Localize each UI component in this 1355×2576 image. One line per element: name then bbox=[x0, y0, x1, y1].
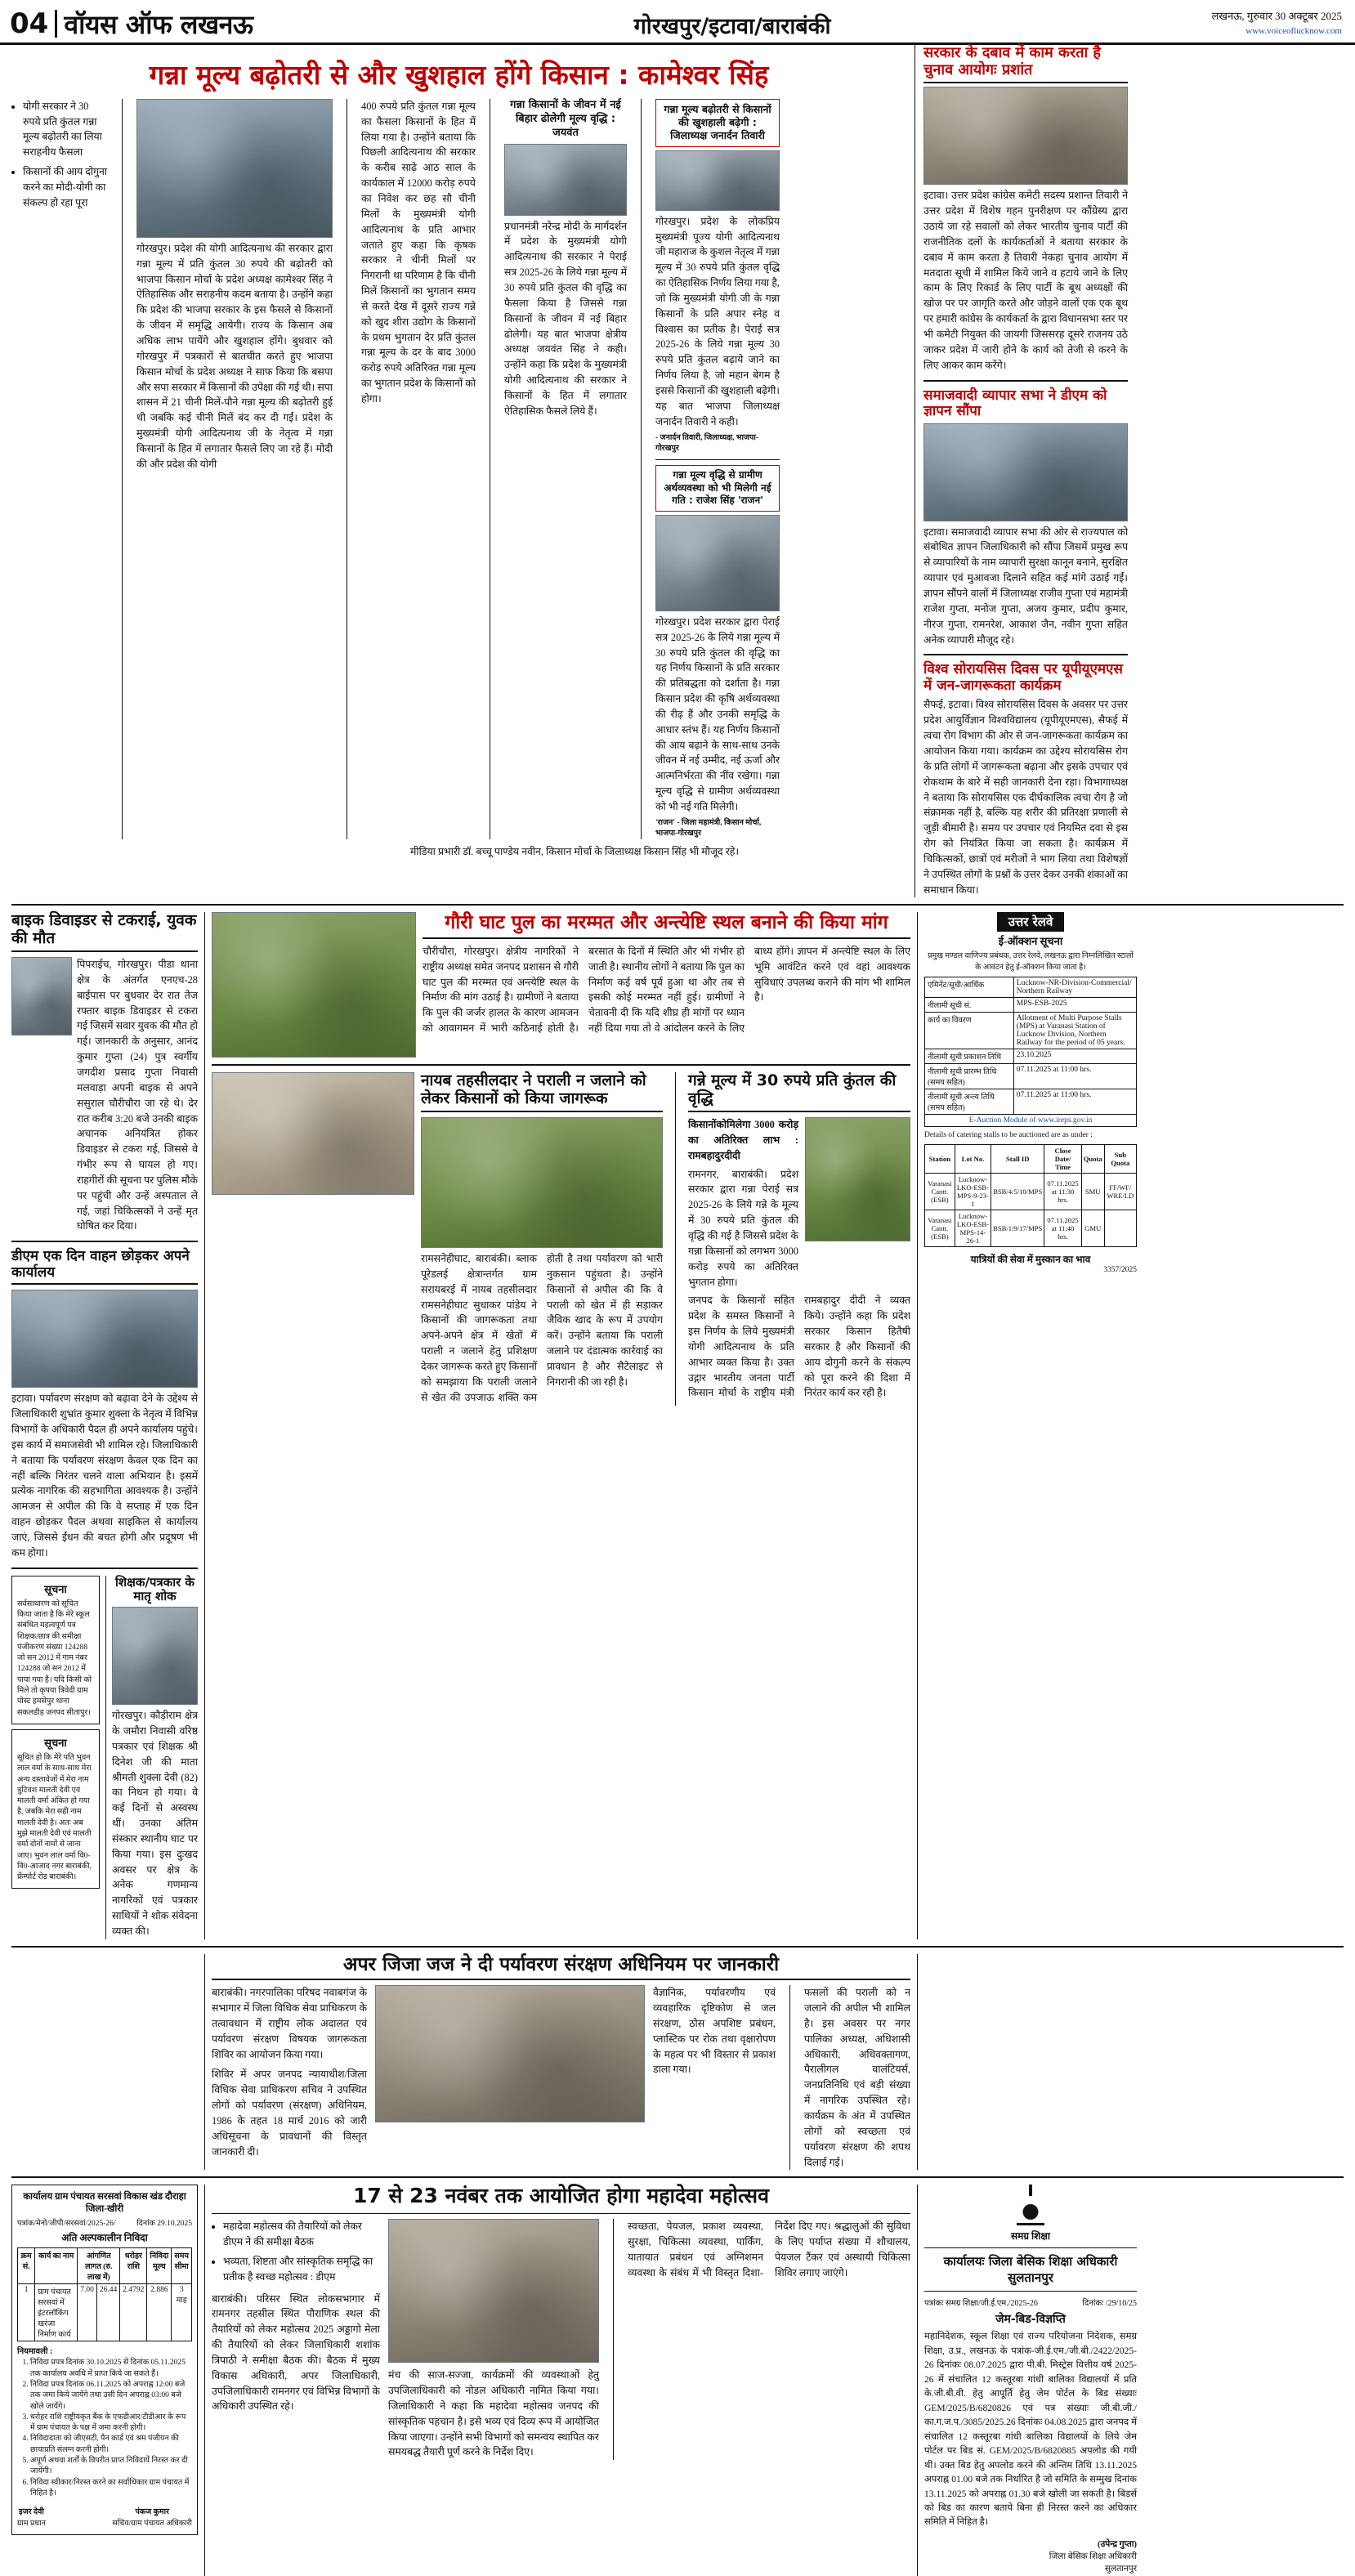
lead-col5-kicker-box bbox=[655, 99, 780, 147]
adj-judge-spacer bbox=[11, 1954, 198, 2171]
col-sub-quota: Sub Quota bbox=[1104, 1145, 1136, 1174]
table-row bbox=[925, 998, 1137, 1013]
tender-notes-title: नियमावली : bbox=[17, 2347, 53, 2357]
gauri-photo-wrap bbox=[212, 912, 416, 1058]
list-item: • योगी सरकार ने 30 रुपये प्रति कुंतल गन्ना मूल्य बढ़ोतरी का लिया सराहनीय फैसला bbox=[23, 99, 108, 159]
parali-headline: नायब तहसीलदार ने पराली न जलाने को लेकर किसानों को किया जागरूक bbox=[421, 1072, 663, 1112]
right-top-text: इटावा। उत्तर प्रदेश कांग्रेस कमेटी सदस्य प्रशान्त तिवारी ने उत्तर प्रदेश में विशेष गहन पुनरीक्षण पर कौंग्रेस्य द्वारा उठाये जा रहे सवालों को लेकर भारतीय चुनाव पार्टी की राजनीतिक दलों के कार्यकर्ताओं ने बताया सरकार के दबाव में काम करता है तिवारी नेकहा चुनाव आयोग में मतदाता सूची में शामिल किये जाने व हटाये जाने के लिए काम के लिए रिकार्ड के लिए पार्टी के बूथ अध्यक्षों की खोज पर पर जागृति करते और जोड़ने वालों एक एक बूथ पर हमारी कांग्रेस के कार्यकर्ता के द्वारा विधानसभा स्तर पर भी कमेटी नियुक्त की जायगी जिससरह दूसरे राजनय उठे जाकर प्रदेश में जारी होने के कार्य को तेजी से करने के लिए आकर काम करेंगे। bbox=[923, 190, 1128, 371]
railway-detail-title: Details of catering stalls to be auctioned are as under : bbox=[924, 1131, 1093, 1139]
cell-cost-a: 7.00 bbox=[78, 2284, 97, 2341]
lead-photo-rajesh-singh-rajan bbox=[655, 515, 780, 611]
adj-judge-headline: अपर जिजा जज ने दी पर्यावरण संरक्षण अधिनियम पर जानकारी bbox=[212, 1954, 910, 1980]
mahadeva-bullets bbox=[212, 2219, 380, 2460]
story-psoriasis-day bbox=[923, 662, 1128, 897]
lead-col4-text: प्रधानमंत्री नरेन्द्र मोदी के मार्गदर्शन में प्रदेश के मुख्यमंत्री योगी आदित्यनाथ की सरकार ने पेराई सत्र 2025-26 के लिये गन्ना मूल्य में 30 रुपये प्रति कुंतल की वृद्धि का फैसला किया है जिससे गन्ना किसानों के जीवन में नई बिहार ढोलेगी। यह बात भाजपा क्षेत्रीय अध्यक्ष जयवंत सिंह ने कही। उन्होंने कहा कि प्रदेश के मुख्यमंत्री योगी आदित्यनाथ की सरकार ने किसानों के हित में लगातार ऐतिहासिक फैसले लिये हैं। bbox=[504, 220, 627, 417]
railway-slogan: यात्रियों की सेवा में मुस्कान का भाव bbox=[970, 1254, 1091, 1266]
lead-portrait-kicker-box bbox=[655, 465, 780, 512]
notice-2-text: सूचित हो कि मेरे पति भुवन लाल वर्मा के साथ-साथ मेरा अन्य दस्तावेजों में मेरा नाम त्रुटिवश मालती देवी एवं मालती वर्मा अंकित हो गया है, जबकि मेरा सही नाम मालती देवी है। अतः अब मुझे मालती देवी एवं मालती वर्मा दोनों नामों से जाना जाए। भुवन लाल वर्मा वि0-वि0-आजाद नगर बाराबंकी, फ्रेंम्पोर्ट रोड बाराबंकी। bbox=[17, 1753, 92, 1882]
lead-col5-kicker: गन्ना मूल्य बढ़ोतरी से किसानों की खुशहाली बढ़ेगी : जिलाध्यक्ष जनार्दन तिवारी bbox=[664, 102, 771, 142]
shiksha-notice bbox=[924, 2185, 1137, 2575]
notice-1-title: सूचना bbox=[44, 1583, 67, 1596]
field-value: Lucknow-NR-Division-Commercial/ Northern Railway bbox=[1013, 977, 1136, 998]
right-top-photo bbox=[923, 87, 1128, 185]
notice-shok-row bbox=[11, 1576, 198, 1939]
adj-judge-photo bbox=[375, 1985, 645, 2122]
table-row bbox=[925, 1210, 1137, 1247]
gauri-text-wrap bbox=[423, 912, 910, 1058]
parali-text: रामसनेहीघाट, बाराबंकी। ब्लाक पूरेडलई क्षेत्रान्तर्गत ग्राम सरायबरई में नायब तहसीलदार रामसनेहीघाट सुधाकर पांडेय ने किसानों की जागरूकता तथा अपने-अपने क्षेत्र में खेतों में पराली न जलाने हेतु प्रशिक्षण देकर जागरूक करते हुए किसानों को समझाया कि पराली जलाने से खेत की उपजाऊ शक्ति कम होती है तथा पर्यावरण को भारी नुकसान पहुंचता है। उन्होंने किसानों से अपील की कि वे पराली को खेत में ही सड़ाकर जैविक खाद के रूप में उपयोग करें। उन्होंने बताया कि पराली जलाने पर दंडात्मक कार्रवाई का प्रावधान है और सैटेलाइट से निगरानी की जा रही है। bbox=[421, 1253, 663, 1403]
cell-subquota: FF/WF/ WRE/LD bbox=[1104, 1174, 1136, 1210]
lead-col3-text: 400 रुपये प्रति कुंतल गन्ना मूल्य का फैसला किसानों के हित में लिया गया है। उन्होंने बताया कि पिछली आदित्यनाथ की सरकार के करीब साढ़े आठ साल के कार्यकाल में 12000 करोड़ रुपये का निवेश कर छह सौ चीनी मिलों के मुख्यमंत्री योगी आदित्यनाथ के प्रति आभार जताते हुए कहा कि कृषक सरकार ने चीनी मिलों पर निगरानी था परिणाम है कि चीनी मिलें किसानों का भुगतान समय से करते देख में दूसरे राज्य गन्ने को खुद शीरा उद्योग के किसानों के प्रथम भुगतान देर प्रति कुंतल गन्ना मूल्य के दर के बाद 3000 करोड़ रुपये अतिरिक्त गन्ना मूल्य का भुगतान प्रदेश के किसानों को होगा। bbox=[361, 100, 476, 405]
adj-judge-section bbox=[0, 1954, 1355, 2171]
parali-left-photo bbox=[212, 1072, 414, 1405]
tender-table bbox=[17, 2247, 192, 2341]
samagra-shiksha-emblem-icon bbox=[1012, 2185, 1049, 2229]
list-item: • महादेवा महोत्सव की तैयारियों को लेकर डीएम ने की समीक्षा बैठक bbox=[223, 2219, 380, 2249]
lead-col-2 bbox=[136, 99, 333, 840]
shiksha-badge: समग्र शिक्षा bbox=[1010, 2230, 1051, 2243]
list-item: • भव्यता, शिष्टता और सांस्कृतिक समृद्धि का प्रतीक है स्वच्छ महोत्सव : डीएम bbox=[223, 2254, 380, 2284]
story-mahadeva bbox=[212, 2185, 910, 2575]
lead-col4-kicker: गन्ना किसानों के जीवन में नई बिहार ढोलेगी मूल्य वृद्धि : जयवंत bbox=[510, 98, 621, 139]
tender-sign-left: इजर देवी ग्राम प्रधान bbox=[17, 2508, 46, 2528]
table-row bbox=[925, 1115, 1137, 1127]
lead-photo-press-conference bbox=[136, 99, 333, 238]
lead-photo-janardan-tiwari bbox=[655, 150, 780, 211]
col-close-date: Close Date/ Time bbox=[1044, 1145, 1081, 1174]
masthead bbox=[0, 0, 1355, 45]
table-row bbox=[925, 1089, 1137, 1115]
notice-2-title: सूचना bbox=[44, 1737, 67, 1750]
website-link[interactable]: www.voiceoflucknow.com bbox=[1245, 25, 1342, 36]
cell-close: 07.11.2025 at 11:40 hrs. bbox=[1044, 1210, 1081, 1247]
parali-ganna-block bbox=[212, 1072, 910, 1405]
right-second-headline: समाजवादी व्यापार सभा ने डीएम को ज्ञापन सौंपा bbox=[923, 387, 1107, 420]
shiksha-date: दिनांकः /29/10/25 bbox=[1082, 2299, 1137, 2309]
adj-text-4: फसलों की पराली को न जलाने की अपील भी शामिल है। इस अवसर पर नगर पालिका अध्यक्ष, अधिशासी अधिकारी, अधिवक्तागण, पैरालीगल वालंटियर्स, जनप्रतिनिधि एवं बड़ी संख्या में नागरिक उपस्थित रहे। कार्यक्रम के अंत में उपस्थित लोगों को स्वच्छता एवं पर्यावरण संरक्षण की शपथ दिलाई गई। bbox=[804, 1987, 910, 2168]
middle-section bbox=[0, 912, 1355, 1939]
shok-text: गोरखपुर। कौड़ीराम क्षेत्र के जमौरा निवासी वरिष्ठ पत्रकार एवं शिक्षक श्री दिनेश जी की माता श्रीमती शुक्ला देवी (82) का निधन हो गया। वे कई दिनों से अस्वस्थ थीं। उनका अंतिम संस्कार स्थानीय घाट पर किया गया। इस दुःखद अवसर पर क्षेत्र के अनेक गणमान्य नागरिकों एवं पत्रकार साथियों ने शोक संवेदना व्यक्त की। bbox=[112, 1710, 198, 1937]
story-vyapar-sabha bbox=[923, 388, 1128, 648]
railway-badge: उत्तर रेलवे bbox=[997, 912, 1065, 932]
right-rail-top bbox=[923, 45, 1128, 897]
gauri-ghat-photo-wall bbox=[212, 1072, 414, 1195]
right-second-text: इटावा। समाजवादी व्यापार सभा की ओर से राज्यपाल को संबोधित ज्ञापन जिलाधिकारी को सौंपा जिसमें प्रमुख रूप से व्यापारियों के नाम व्यापारी सुरक्षा कानून बनाने, सुरक्षित व्यापार एवं मुआवजा दिलाने सहित कई मांगे उठाई गईं। ज्ञापन सौंपने वालों में जिलाध्यक्ष राजीव गुप्ता एवं महामंत्री राजेश गुप्ता, मनोज गुप्ता, अजय कुमार, प्रदीप कुमार, नीरज गुप्ता, रामनरेश, आकाश जैन, नवीन गुप्ता सहित अनेक व्यापारी मौजूद रहे। bbox=[923, 525, 1128, 646]
tender-heading-1: कार्यालय ग्राम पंचायत सरसवां विकास खंड दौराहा जिला-खीरी bbox=[23, 2192, 186, 2215]
tender-heading-4: अति अल्पकालीन निविदा bbox=[61, 2232, 148, 2244]
list-item: 4. निविदादाता को जीएसटी, पैन कार्ड एवं श्रम पंजीयन की छायाप्रति संलग्न करनी होगी। bbox=[30, 2434, 192, 2456]
story-election-commission bbox=[923, 45, 1128, 373]
adj-judge-right-spacer bbox=[924, 1954, 1137, 2171]
lead-col-5 bbox=[655, 99, 780, 840]
railway-footer-code: 3357/2025 bbox=[1103, 1266, 1137, 1275]
adj-text-3: वैज्ञानिक, पर्यावरणीय एवं व्यवहारिक दृष्टिकोण से जल संरक्षण, ठोस अपशिष्ट प्रबंधन, प्लास्टिक पर रोक तथा वृक्षारोपण के महत्व पर भी विस्तार से प्रकाश डाला गया। bbox=[653, 1987, 776, 2076]
col-stall-id: Stall ID bbox=[991, 1145, 1044, 1174]
railway-subtitle: ई-ऑक्शन सूचना bbox=[998, 935, 1063, 948]
col-station: Station bbox=[925, 1145, 955, 1174]
table-row bbox=[925, 1013, 1137, 1049]
table-row bbox=[18, 2284, 192, 2341]
adj-text-2: शिविर में अपर जनपद न्यायाधीश/जिला विधिक सेवा प्राधिकरण सचिव ने उपस्थित लोगों को पर्यावरण (संरक्षण) अधिनियम, 1986 के तहत 18 मार्च 2016 को जारी अधिसूचना के प्रावधानों की विस्तृत जानकारी दी। bbox=[212, 2068, 367, 2158]
paper-name: वॉयस ऑफ लखनऊ bbox=[64, 9, 253, 40]
tender-ref: पत्रांक/मेनो/जीपी/सरसवां/2025-26/ bbox=[17, 2220, 116, 2229]
list-item: 3. धरोहर राशि राष्ट्रीयकृत बैंक के एफडीआर/टीडीआर के रूप में ग्राम पंचायत के पक्ष में जमा करनी होगी। bbox=[30, 2413, 192, 2435]
dm-text: इटावा। पर्यावरण संरक्षण को बढ़ावा देने के उद्देश्य से जिलाधिकारी शुभ्रांत कुमार शुक्ला के नेतृत्व में विभिन्न विभागों के अधिकारी पैदल ही अपने कार्यालय पहुंचे। इस कार्य में समाजसेवी भी शामिल रहे। जिलाधिकारी ने बताया कि पर्यावरण संरक्षण केवल एक दिन का नहीं बल्कि निरंतर चलने वाला अभियान है। इसमें प्रत्येक नागरिक की सहभागिता आवश्यक है। उन्होंने आमजन से अपील की कि वे सप्ताह में एक दिन वाहन छोड़कर पैदल अथवा साइकिल से कार्यालय जाएं, जिससे ईंधन की बचत होगी और प्रदूषण भी कम होगा। bbox=[11, 1393, 198, 1559]
table-row bbox=[925, 1049, 1137, 1064]
mahadeva-photo-wrap bbox=[388, 2219, 599, 2460]
col-earnest: धरोहर राशि bbox=[120, 2248, 147, 2284]
edition-line: लखनऊ, गुरुवार 30 अक्टूबर 2025 bbox=[1211, 10, 1342, 22]
field-value: 23.10.2025 bbox=[1013, 1049, 1136, 1064]
lead-story bbox=[11, 45, 906, 897]
col-lot-no: Lot No. bbox=[955, 1145, 991, 1174]
dm-headline: डीएम एक दिन वाहन छोड़कर अपने कार्यालय bbox=[11, 1249, 198, 1285]
table-row bbox=[925, 1064, 1137, 1089]
parali-photo bbox=[421, 1117, 663, 1248]
field-label: नीलामी सूची प्रारम्भ तिथि (समय सहित) bbox=[925, 1064, 1014, 1089]
shok-photo bbox=[112, 1607, 198, 1705]
cell-subquota bbox=[1104, 1210, 1136, 1247]
story-adj-judge bbox=[212, 1954, 910, 2171]
right-third-text: सैफई, इटावा। विश्व सोरायसिस दिवस के अवसर पर उत्तर प्रदेश आयुर्विज्ञान विश्वविद्यालय (यूपीयूएमएस), सैफई में त्वचा रोग विभाग की ओर से जन-जागरूकता कार्यक्रम का आयोजन किया गया। कार्यक्रम का उद्देश्य सोरायसिस रोग के प्रति लोगों में जागरूकता बढ़ाना और इसके उपचार एवं रोकथाम के बारे में सही जानकारी देना रहा। विभागाध्यक्ष ने बताया कि सोरायसिस एक दीर्घकालिक त्वचा रोग है जो संक्रामक नहीं है, बल्कि यह शरीर की प्रतिरक्षा प्रणाली से जुड़ी बीमारी है। समय पर उपचार एवं नियमित दवा से इस रोग को नियंत्रित किया जा सकता है। कार्यक्रम में चिकित्सकों, छात्रों एवं मरीजों ने भाग लिया तथा विशेषज्ञों ने उपस्थित लोगों के प्रश्नों के उत्तर देकर उनकी शंकाओं का समाधान किया। bbox=[923, 699, 1128, 896]
ganna30-text2: रामनगर, बाराबंकी। प्रदेश सरकार द्वारा गन्ना पेराई सत्र 2025-26 के लिये गन्ने के मूल्य में 30 रुपये प्रति कुंतल की वृद्धि की गई है जिससे प्रदेश के गन्ना किसानों को लगभग 3000 करोड़ रुपये का अतिरिक्त भुगतान होगा। bbox=[688, 1168, 798, 1288]
table-header-row bbox=[18, 2248, 192, 2284]
cell-earnest: 2.4792 bbox=[120, 2284, 147, 2341]
bike-headline: बाइक डिवाइडर से टकराई, युवक की मौत bbox=[11, 912, 198, 952]
lead-bullets bbox=[11, 99, 108, 840]
field-label: नीलामी सूची सं. bbox=[925, 998, 1014, 1013]
story-ganna-30 bbox=[688, 1072, 910, 1405]
ganna30-kicker: किसानोंकोमिलेगा 3000 करोड़ का अतिरिक्त लाभ : रामबहादुरदीदी bbox=[688, 1119, 798, 1161]
field-label: कार्य का विवरण bbox=[925, 1013, 1014, 1049]
lead-col5-text: गोरखपुर। प्रदेश के लोकप्रिय मुख्यमंत्री पूज्य योगी आदित्यनाथ जी महाराज के कुशल नेतृत्व में गन्ना मूल्य में 30 रुपये प्रति कुंतल वृद्धि का ऐतिहासिक निर्णय लिया गया है, जो कि मुख्यमंत्री योगी जी के गन्ना किसानों के प्रति अपार स्नेह व विश्वास का प्रतीक है। पेराई सत्र 2025-26 के लिये गन्ना मूल्य 30 रुपये प्रति कुंतल बढ़ाये जाने का निर्णय लिया है, जो महान बेगम है इससे किसानों की खुशहाली बढ़ेगी। यह बात भाजपा जिलाध्यक्ष जनार्दन तिवारी ने कही। bbox=[655, 215, 780, 427]
right-top-headline: सरकार के दबाव में काम करता है चुनाव आयोगः प्रशांत bbox=[923, 45, 1128, 83]
mahadeva-text-2: मंच की साज-सज्जा, कार्यक्रमों की व्यवस्थाओं हेतु उपजिलाधिकारी को नोडल अधिकारी नामित किया गया। जिलाधिकारी ने कहा कि महादेवा महोत्सव जनपद की सांस्कृतिक पहचान है। इसे भव्य एवं दिव्य रूप में आयोजित किया जाएगा। उन्होंने सभी विभागों को समन्वय स्थापित कर समयबद्ध तैयारी पूर्ण करने के निर्देश दिए। bbox=[388, 2369, 599, 2458]
lead-media-credit: मीडिया प्रभारी डॉ. बच्चू पाण्डेय नवीन, किसान मोर्चा के जिलाध्यक्ष किसान सिंह भी मौजूद रहे। bbox=[410, 846, 740, 858]
field-value: 07.11.2025 at 11:00 hrs. bbox=[1013, 1089, 1136, 1115]
lead-columns bbox=[11, 99, 906, 840]
ganna30-text3: जनपद के किसानों सहित प्रदेश के समस्त किसानों ने इस निर्णय के लिये मुख्यमंत्री योगी आदित्यनाथ के प्रति आभार व्यक्त किया है। उक्त उद्गार भारतीय जनता पार्टी किसान मोर्चा के राष्ट्रीय मंत्री रामबहादुर दीदी ने व्यक्त किये। उन्होंने कहा कि प्रदेश सरकार किसान हितैषी सरकार है और किसानों की आय दोगुनी करने के संकल्प को पूरा करने की दिशा में निरंतर कार्य कर रही है। bbox=[688, 1295, 910, 1399]
tender-notes bbox=[17, 2358, 192, 2499]
top-section bbox=[0, 45, 1355, 897]
adj-judge-photo-wrap bbox=[375, 1985, 645, 2170]
shok-headline: शिक्षक/पत्रकार के मातृ शोक bbox=[115, 1574, 195, 1603]
cell-stall: BSB/4/5/10/MPS bbox=[991, 1174, 1044, 1210]
cell-stall: BSB/1/9/17/MPS bbox=[991, 1210, 1044, 1247]
right-second-photo bbox=[923, 423, 1128, 521]
cell-close: 07.11.2025 at 11:30 hrs. bbox=[1044, 1174, 1081, 1210]
cell-station: Varanasi Cantt. (ESB) bbox=[925, 1210, 955, 1247]
lead-col5-credit: - जनार्दन तिवारी, जिलाध्यक्ष, भाजपा-गोरखपुर bbox=[655, 433, 758, 453]
mahadeva-text-3: स्वच्छता, पेयजल, प्रकाश व्यवस्था, सुरक्षा, चिकित्सा व्यवस्था, पार्किंग, यातायात प्रबंधन एवं अग्निशमन व्यवस्था के संबंध में भी विस्तृत दिशा-निर्देश दिए गए। श्रद्धालुओं की सुविधा के लिए पर्याप्त संख्या में शौचालय, पेयजल टैंकर एवं अस्थायी चिकित्सा शिविर लगाए जाएंगे। bbox=[628, 2220, 910, 2279]
eauction-link[interactable]: E-Auction Module of www.ireps.gov.in bbox=[925, 1115, 1137, 1127]
lead-portrait-caption: 'राजन' - जिला महामंत्री, किसान मोर्चा, भाजपा-गोरखपुर bbox=[655, 818, 762, 839]
table-row bbox=[925, 977, 1137, 998]
cell-quota: GMU bbox=[1081, 1210, 1104, 1247]
lead-col-3 bbox=[361, 99, 476, 840]
mahadeva-text-3-wrap bbox=[628, 2219, 910, 2460]
adj-text-1: बाराबंकी। नगरपालिका परिषद नवाबगंज के सभागार में जिला विधिक सेवा प्राधिकरण के तत्वावधान में राष्ट्रीय लोक अदालत एवं पर्यावरण संरक्षण विषयक जागरूकता शिविर का आयोजन किया गया। bbox=[212, 1987, 367, 2060]
shiksha-office: कार्यालयः जिला बेसिक शिक्षा अधिकारी सुलतानपुर bbox=[943, 2254, 1118, 2286]
ganna30-photo-wrap bbox=[805, 1117, 910, 1290]
list-item: 1. निविदा प्रपत्र दिनांक 30.10.2025 से दिनांक 05.11.2025 तक कार्यालय अवधि में प्राप्त किये जा सकते हैं। bbox=[30, 2358, 192, 2380]
col-cost: आंगणित लागत (रु. लाख में) bbox=[78, 2248, 120, 2284]
right-third-headline: विश्व सोरायसिस दिवस पर यूपीयूएमएस में जन-जागरूकता कार्यक्रम bbox=[923, 661, 1123, 694]
lead-col2-text: गोरखपुर। प्रदेश की योगी आदित्यनाथ की सरकार द्वारा गन्ना मूल्य में प्रति कुंतल 30 रुपये की बढ़ोतरी को भाजपा किसान मोर्चा के प्रदेश अध्यक्ष कामेश्वर सिंह ने ऐतिहासिक और सराहनीय कदम बताया है। उन्होंने कहा कि प्रदेश की भाजपा सरकार के इस फैसले से किसानों के जीवन में समृद्धि आयेगी। राज्य के किसान अब अधिक लाभ पायेंगे और खुशहाल होंगे। बुधवार को गोरखपुर में पत्रकारों से बातचीत करते हुए भाजपा किसान मोर्चा के प्रदेश अध्यक्ष ने साफ किया कि बसपा और सपा सरकार में किसानों की उपेक्षा की गई थी। सपा शासन में 21 चीनी मिलें-पौने गन्ना मूल्य की बढ़ोतरी हुई थी जबकि कई चीनी मिलें बंद कर दी गईं। प्रदेश के मुख्यमंत्री योगी आदित्यनाथ जी के नेतृत्व में गन्ना किसानों के हित में लगातार फैसले लिए जा रहे हैं। मोदी की और प्रदेश की योगी bbox=[136, 242, 333, 470]
lead-col-4 bbox=[504, 99, 627, 840]
mahadeva-headline: 17 से 23 नवंबर तक आयोजित होगा महादेवा महोत्सव bbox=[353, 2184, 769, 2208]
tender-date: दिनांक 29.10.2025 bbox=[136, 2220, 192, 2229]
cell-lot: Lucknow-LKO-ESB-MPS-14-26-1 bbox=[955, 1210, 991, 1247]
field-label: एमिनेंट/सूची/आर्थिक bbox=[925, 977, 1014, 998]
ganna30-headline: गन्ने मूल्य में 30 रुपये प्रति कुंतल की वृद्धि bbox=[688, 1072, 910, 1112]
adj-text-4-wrap bbox=[804, 1985, 910, 2170]
story-shikshak-shok bbox=[112, 1576, 198, 1939]
gauri-ghat-block bbox=[212, 912, 910, 1058]
col-work-name: कार्य का नाम bbox=[35, 2248, 78, 2284]
dm-photo bbox=[11, 1290, 198, 1388]
tender-notice bbox=[11, 2185, 198, 2575]
cell-sn: 1 bbox=[18, 2284, 35, 2341]
cell-quota: SMU bbox=[1081, 1174, 1104, 1210]
shiksha-ref: पत्रांकः समग्र शिक्षा/जी.ई.एम./2025-26 bbox=[924, 2299, 1038, 2309]
masthead-right bbox=[1212, 8, 1342, 38]
page-number: 04 bbox=[10, 10, 57, 38]
notice-2 bbox=[11, 1729, 100, 1890]
railway-auction-table bbox=[924, 1144, 1137, 1247]
field-value: MPS-ESB-2025 bbox=[1013, 998, 1136, 1013]
cell-station: Varanasi Cantt. (ESB) bbox=[925, 1174, 955, 1210]
ganna30-photo bbox=[805, 1117, 910, 1241]
bike-victim-photo bbox=[11, 957, 72, 1035]
col-tender-price: निविदा मूल्य bbox=[147, 2248, 172, 2284]
middle-col-2 bbox=[212, 912, 910, 1939]
list-item: 5. अपूर्ण अथवा शर्तों के विपरीत प्राप्त निविदायें निरस्त कर दी जायेंगी। bbox=[30, 2456, 192, 2478]
table-header-row bbox=[925, 1145, 1137, 1174]
mahadeva-meeting-photo bbox=[388, 2219, 599, 2363]
shiksha-logo-wrap bbox=[924, 2185, 1137, 2243]
adj-judge-text-left bbox=[212, 1985, 367, 2170]
lead-portrait-text: गोरखपुर। प्रदेश सरकार द्वारा पेराई सत्र 2025-26 के लिये गन्ना मूल्य में 30 रुपये प्रति कुंतल की वृद्धि का यह निर्णय किसानों के प्रति सरकार की प्रतिबद्धता को दर्शाता है। गन्ना किसान प्रदेश की कृषि अर्थव्यवस्था की रीढ़ हैं और उनकी समृद्धि के आधार स्तंभ हैं। यह निर्णय किसानों की आय बढ़ाने के साथ-साथ उनके जीवन में नई उम्मीद, नई ऊर्जा और आत्मनिर्भरता की नींव रखेगा। गन्ना मूल्य वृद्धि से ग्रामीण अर्थव्यवस्था को भी नई गति मिलेगी। bbox=[655, 615, 780, 812]
ganna30-kicker-wrap bbox=[688, 1117, 798, 1290]
notice-1-text: सर्वसाधारण को सूचित किया जाता है कि मेरे स्कूल संबंधित महत्वपूर्ण पत्र शिक्षक/छात्र की समीक्षा पंजीकरण संख्या 124288 जो सन 2012 में गाम नंबर 124288 जो सन 2012 में पाया गया है। यदि किसी को मिले तो कृपया त्रिवेदी ग्राम पोस्ट हमसेपुर थाना सकलडीह जनपद सीतापुर। bbox=[17, 1599, 92, 1717]
masthead-section-title: गोरखपुर/इटावा/बाराबंकी bbox=[633, 14, 831, 39]
field-label: नीलामी सूची प्रकाशन तिथि bbox=[925, 1049, 1014, 1064]
lead-photo-jaywant-singh bbox=[504, 144, 627, 216]
col-quota: Quota bbox=[1081, 1145, 1104, 1174]
field-value: 07.11.2025 at 11:00 hrs. bbox=[1013, 1064, 1136, 1089]
col-sn: क्रम सं. bbox=[18, 2248, 35, 2284]
story-parali bbox=[421, 1072, 663, 1405]
railway-fields-table bbox=[924, 977, 1137, 1127]
cell-cost-b: 26.44 bbox=[96, 2284, 119, 2341]
railway-notice bbox=[924, 912, 1137, 1939]
field-label: नीलामी सूची अन्त्य तिथि (समय सहित) bbox=[925, 1089, 1014, 1115]
bike-text: पिपराईच, गोरखपुर। पीडा थाना क्षेत्र के अंतर्गत एनएच-28 बाईपास पर बुधवार देर रात तेज रफ्तार बाइक डिवाइडर से टकरा गई जिसमें सवार युवक की मौत हो गई। जानकारी के अनुसार, आनंद कुमार गुप्ता (24) पुत्र स्वर्गीय जगदीश प्रसाद गुप्ता निवासी मलवाड़ा अपनी बाइक से अपने ससुराल चौरीचौरा जा रहे थे। देर रात करीब 3:20 बजे उनकी बाइक अचानक अनियंत्रित होकर डिवाइडर से टकरा गई, जिससे वे गंभीर रूप से घायल हो गए। राहगीरों की सूचना पर पुलिस मौके पर पहुंची और उन्हें अस्पताल ले गई, जहां चिकित्सकों ने उन्हें मृत घोषित कर दिया। bbox=[77, 959, 198, 1232]
cell-work-name: ग्राम पंचायत सरसवां में इंटरलॉकिंग खरंजा निर्माण कार्य bbox=[35, 2284, 78, 2341]
field-value: Allotment of Multi Purpose Stalls (MPS) at Varanasi Station of Lucknow Division, Northern Railway for the period of 05 years. bbox=[1013, 1013, 1136, 1049]
list-item: 2. निविदा प्रपत्र दिनांक 06.11.2025 को अपराह्न 12:00 बजे तक जमा किये जायेंगे तथा उसी दिन अपराह्न 03:00 बजे खोले जायेंगे। bbox=[30, 2380, 192, 2413]
story-bike-accident bbox=[11, 912, 198, 1234]
shiksha-title: जेम-बिड-विज्ञप्ति bbox=[995, 2313, 1066, 2327]
lead-portrait-kicker: गन्ना मूल्य वृद्धि से ग्रामीण अर्थव्यवस्था को भी मिलेगी नई गति : राजेश सिंह 'राजन' bbox=[664, 469, 771, 507]
railway-badge-wrap bbox=[924, 912, 1137, 932]
cell-lot: Lucknow-LKO-ESB-MPS-9-23-1 bbox=[955, 1174, 991, 1210]
cell-price: 2.886 bbox=[147, 2284, 172, 2341]
table-row bbox=[925, 1174, 1137, 1210]
gauri-headline: गौरी घाट पुल का मरम्मत और अन्त्येष्टि स्थल बनाने की किया मांग bbox=[423, 912, 910, 938]
list-item: 6. निविदा स्वीकार/निरस्त करने का सर्वाधिकार ग्राम पंचायत में निहित है। bbox=[30, 2478, 192, 2500]
cell-time: 3 माह bbox=[172, 2284, 192, 2341]
lead-headline: गन्ना मूल्य बढ़ोतरी से और खुशहाल होंगे किसान : कामेश्वर सिंह bbox=[149, 59, 769, 91]
railway-org-line: प्रमुख मण्डल वाणिज्य प्रबंधक, उत्तर रेलवे, लखनऊ द्वारा निम्नलिखित स्टालों के आवंटन हेतु ई-ऑक्शन किया जाता है। bbox=[928, 952, 1134, 972]
story-dm-walk bbox=[11, 1249, 198, 1560]
col-time: समय सीमा bbox=[172, 2248, 192, 2284]
mahadeva-text-1: बाराबंकी। परिसर स्थित लोकसभागार में रामनगर तहसील स्थित पौराणिक स्थल की तैयारियों को लेकर महोत्सव 2025 अड्डागो मेला की तैयारियों को लेकर जिलाधिकारी शशांक त्रिपाठी ने समीक्षा बैठक की। बैठक में मुख्य विकास अधिकारी, अपर जिलाधिकारी, उपजिलाधिकारी रामनगर एवं विभिन्न विभागों के अधिकारी उपस्थित रहे। bbox=[212, 2292, 380, 2413]
middle-col-1 bbox=[11, 912, 198, 1939]
notice-stack bbox=[11, 1576, 100, 1939]
shiksha-text: महानिदेशक, स्कूल शिक्षा एवं राज्य परियोजना निदेशक, समग्र शिक्षा, उ.प्र., लखनऊ के पत्रांक-जी.ई.एम./जी.बी./2422/2025-26 दिनांकः 08.07.2025 द्वारा पी.बी. मिस्ट्रेस वित्तीय वर्ष 2025-26 में संचालित 12 कस्तूरबा गांधी बालिका विद्यालयों में प्रति के.जी.बी.वी. हेतु आपूर्ति हेतु जेम पोर्टल के बिड संख्याः GEM/2025/B/6820826 एवं पत्र संख्याः जी.बी.जी./का.ग.ज.प./3085/2025.26 दिनांकः 04.08.2025 द्वारा जनपद में संचालित 12 कस्तूरबा गांधी बालिका विद्यालयों के लिये जेम पोर्टल पर बिड सं. GEM/2025/B/6820885 अपलोड की गयी थी। उक्त बिड हेतु अपलोड करने की अन्तिम तिथि 13.11.2025 अपराह्न 01.00 बजे तक निर्धारित है जो समिति के सम्मुख दिनांक 13.11.2025 को अपराह्न 01.30 बजे खोली जा सकती है। बिडर्स को बिड का कारण बताये बिना ही निरस्त करने का अधिकार समिति में निहित है। bbox=[924, 2332, 1137, 2528]
shiksha-signature: (उपेन्द्र गुप्ता) जिला बेसिक शिक्षा अधिकारी सुलतानपुर bbox=[1049, 2539, 1137, 2574]
gauri-ghat-photo-left bbox=[212, 912, 416, 1058]
bottom-section bbox=[0, 2185, 1355, 2575]
list-item: • किसानों की आय दोगुना करने का मोदी-योगी का संकल्प हो रहा पूरा bbox=[23, 164, 108, 210]
notice-1 bbox=[11, 1576, 100, 1724]
adj-text-3-wrap bbox=[653, 1985, 776, 2170]
tender-sign-right: पंकज कुमार सचिव/ग्राम पंचायत अधिकारी bbox=[112, 2508, 192, 2528]
gauri-text: चौरीचौरा, गोरखपुर। क्षेत्रीय नागरिकों ने राष्ट्रीय अध्यक्ष समेत जनपद प्रशासन से गौरी घाट पुल की मरम्मत एवं अन्त्येष्टि स्थल के निर्माण की मांग उठाई है। ग्रामीणों ने बताया कि पुल की जर्जर हालत के कारण आमजन को आवागमन में भारी कठिनाई होती है। बरसात के दिनों में स्थिति और भी गंभीर हो जाती है। स्थानीय लोगों ने बताया कि पुल का निर्माण कई वर्ष पूर्व हुआ था और तब से इसकी कोई मरम्मत नहीं हुई। ग्रामीणों ने चेतावनी दी कि यदि शीघ्र ही मांगों पर ध्यान नहीं दिया गया तो वे आंदोलन करने के लिए बाध्य होंगे। ज्ञापन में अन्त्येष्टि स्थल के लिए भूमि आवंटित करने एवं वहां आवश्यक सुविधाएं उपलब्ध कराने की मांग भी शामिल है। bbox=[423, 945, 910, 1035]
masthead-left bbox=[10, 7, 253, 40]
